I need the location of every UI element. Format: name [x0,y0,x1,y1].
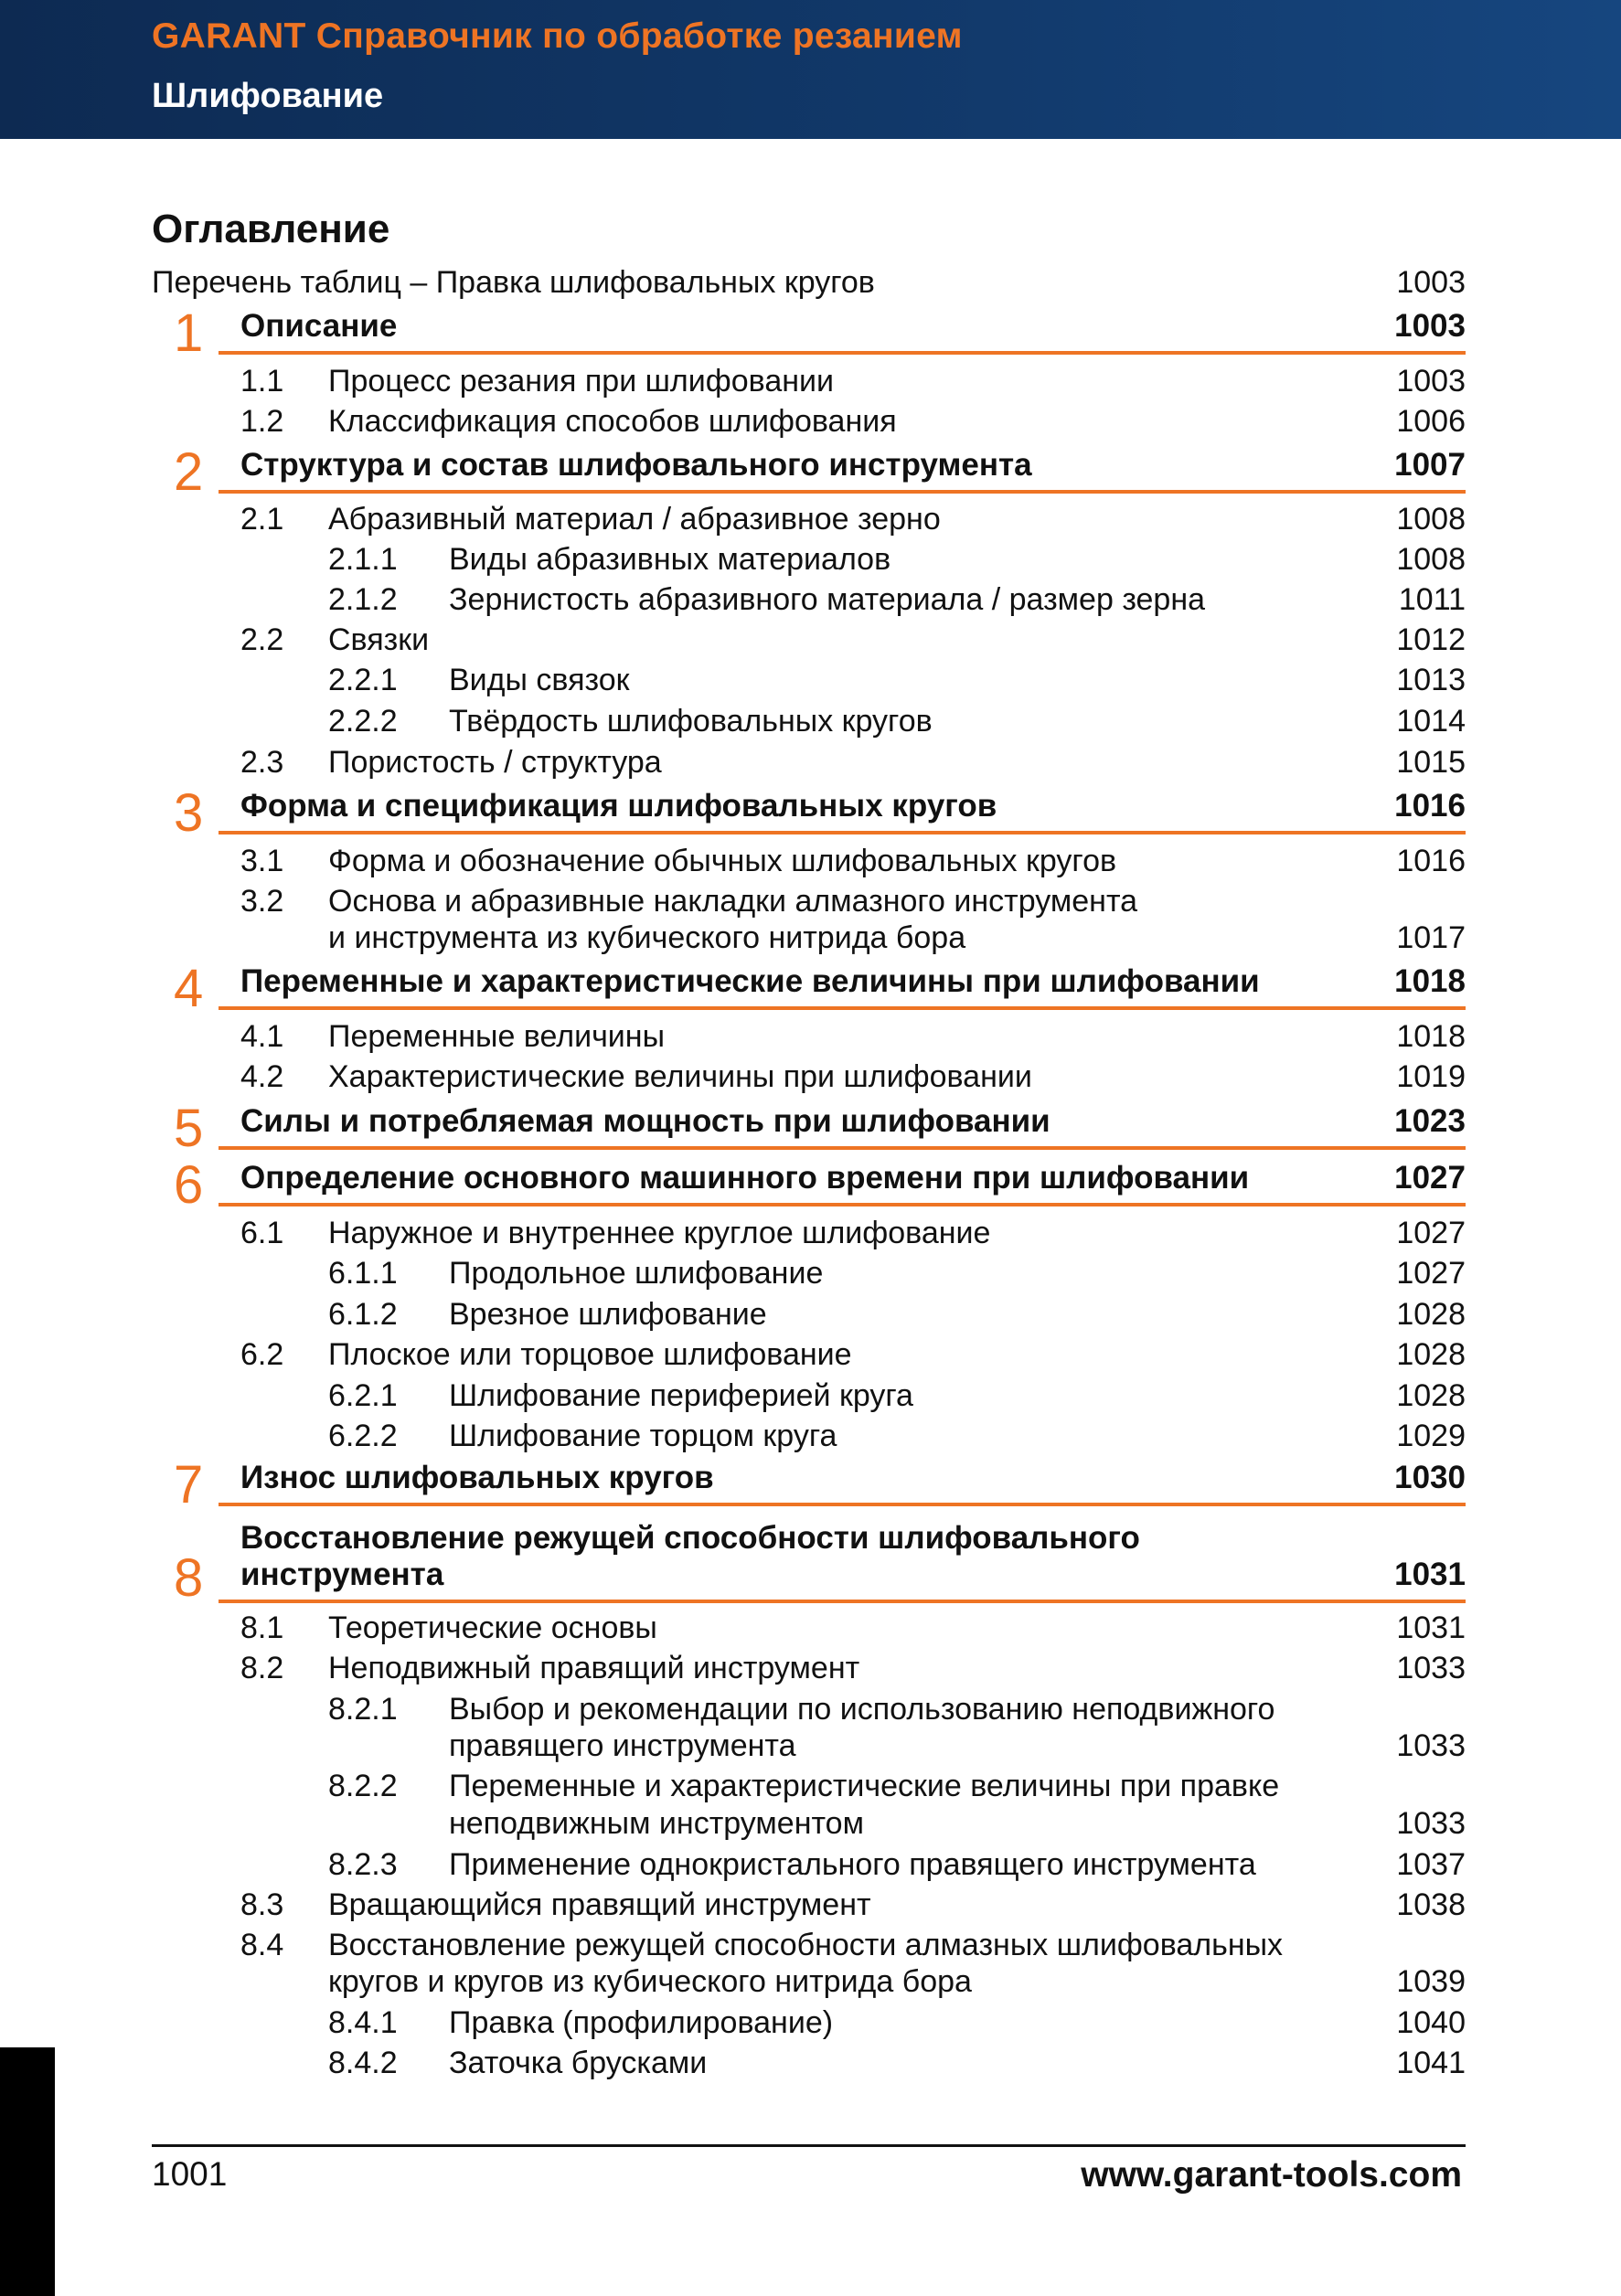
toc-entry-text: Наружное и внутреннее круглое шлифование [328,1216,991,1250]
chapter-page: 1027 [1394,1160,1466,1196]
chapter-divider [219,831,1466,834]
toc-entry[interactable] [240,1885,1466,1925]
toc-entry[interactable] [240,1057,1466,1097]
toc-entry[interactable] [240,620,1466,660]
toc-entry[interactable] [328,1253,1466,1293]
toc-entry-page: 1033 [1396,1806,1466,1841]
toc-entry-text: Восстановление режущей способности алмазных шлифовальных [328,1928,1284,1962]
toc-entry-text: Плоское или торцовое шлифование [328,1337,852,1372]
toc-entry-number: 6.1.2 [328,1297,398,1332]
toc-entry[interactable] [240,1648,1466,1688]
toc-entry-page: 1027 [1396,1256,1466,1291]
toc-entry-continuation[interactable] [328,1726,1466,1766]
toc-entry-text: кругов и кругов из кубического нитрида бора [328,1964,972,1999]
toc-entry-number: 6.1.1 [328,1256,398,1291]
chapter-divider [219,1503,1466,1506]
chapter-heading[interactable] [152,1155,1466,1215]
chapter-divider [219,1146,1466,1150]
toc-entry-text: правящего инструмента [449,1728,796,1763]
toc-entry-page: 1029 [1396,1419,1466,1453]
toc-entry[interactable] [240,361,1466,401]
toc-entry[interactable] [240,1608,1466,1648]
toc-entry-text: Теоретические основы [328,1610,657,1645]
toc-intro-entry[interactable] [152,262,1466,303]
toc-entry-text: Виды связок [449,663,630,697]
toc-entry-number: 6.2 [240,1337,284,1372]
toc-entry-page: 1006 [1396,404,1466,439]
toc-entry-number: 3.2 [240,884,284,919]
website-link[interactable]: www.garant-tools.com [1081,2155,1462,2195]
chapter-number: 1 [174,303,204,363]
toc-entry-text: Классификация способов шлифования [328,404,897,439]
header-bar [0,0,1621,139]
toc-entry[interactable] [328,1416,1466,1456]
chapter-page: 1016 [1394,788,1466,824]
chapter-title: Описание [240,308,398,344]
chapter-page: 1007 [1394,447,1466,483]
toc-entry-text: Связки [328,622,430,657]
chapter-number: 6 [174,1155,204,1215]
toc-entry[interactable] [328,1844,1466,1885]
chapter-page: 1003 [1394,308,1466,344]
toc-entry-text: Основа и абразивные накладки алмазного инструмента [328,884,1138,919]
toc-entry-text: Продольное шлифование [449,1256,824,1291]
toc-entry[interactable] [240,742,1466,782]
toc-entry-text: Правка (профилирование) [449,2005,834,2040]
page-title: Оглавление [152,207,390,251]
toc-entry-number: 8.4.1 [328,2005,398,2040]
toc-entry-number: 8.3 [240,1887,284,1922]
toc-entry-page: 1037 [1396,1847,1466,1882]
toc-entry-page: 1008 [1396,542,1466,577]
toc-entry[interactable] [240,881,1466,921]
toc-entry-text: Процесс резания при шлифовании [328,364,834,399]
toc-entry-number: 6.1 [240,1216,284,1250]
toc-entry-page: 1028 [1396,1378,1466,1413]
toc-entry-page: 1017 [1396,920,1466,955]
chapter-number: 4 [174,959,204,1018]
page-number: 1001 [152,2155,228,2193]
toc-entry-page: 1003 [1396,364,1466,399]
toc-entry-number: 1.1 [240,364,284,399]
chapter-page: 1023 [1394,1103,1466,1139]
toc-entry-number: 8.4 [240,1928,284,1962]
chapter-divider [219,1600,1466,1603]
toc-entry-continuation[interactable] [328,1803,1466,1844]
toc-entry[interactable] [328,2043,1466,2083]
toc-entry-continuation[interactable] [240,918,1466,958]
toc-entry[interactable] [240,401,1466,441]
chapter-heading[interactable] [152,783,1466,843]
toc-entry-page: 1039 [1396,1964,1466,1999]
toc-entry-page: 1028 [1396,1297,1466,1332]
chapter-page: 1031 [1394,1557,1466,1592]
toc-entry-page: 1016 [1396,844,1466,878]
toc-entry[interactable] [328,1294,1466,1334]
toc-entry-page: 1028 [1396,1337,1466,1372]
toc-entry-text: Зернистость абразивного материала / размер зерна [449,582,1206,617]
toc-entry-number: 2.1 [240,502,284,537]
toc-entry-number: 2.3 [240,745,284,780]
toc-entry-number: 8.2.2 [328,1769,398,1803]
toc-entry[interactable] [240,841,1466,881]
toc-entry-text: Шлифование периферией круга [449,1378,913,1413]
chapter-title: Определение основного машинного времени при шлифовании [240,1160,1250,1196]
toc-entry-continuation[interactable] [240,1961,1466,2002]
chapter-heading[interactable] [152,442,1466,502]
chapter-title: Износ шлифовальных кругов [240,1460,714,1495]
toc-entry-text: Форма и обозначение обычных шлифовальных кругов [328,844,1117,878]
chapter-title: Структура и состав шлифовального инструмента [240,447,1032,483]
toc-entry-page: 1040 [1396,2005,1466,2040]
chapter-divider [219,1006,1466,1010]
toc-entry-page: 1013 [1396,663,1466,697]
chapter-number: 5 [174,1099,204,1158]
chapter-divider [219,1203,1466,1206]
toc-entry-page: 1015 [1396,745,1466,780]
toc-entry-number: 8.4.2 [328,2046,398,2080]
toc-entry[interactable] [328,1376,1466,1416]
toc-entry-page: 1033 [1396,1651,1466,1685]
toc-entry[interactable] [240,499,1466,539]
chapter-number: 3 [174,783,204,843]
toc-entry-page: 1008 [1396,502,1466,537]
toc-entry-number: 4.2 [240,1059,284,1094]
chapter-heading[interactable] [152,1519,1466,1607]
toc-entry-page: 1012 [1396,622,1466,657]
chapter-number: 7 [174,1455,204,1515]
toc-entry[interactable] [240,1334,1466,1375]
toc-entry[interactable] [328,660,1466,700]
toc-entry-number: 2.2 [240,622,284,657]
chapter-divider [219,351,1466,355]
toc-entry-page: 1027 [1396,1216,1466,1250]
toc-entry-page: 1031 [1396,1610,1466,1645]
toc-entry-number: 3.1 [240,844,284,878]
footer-divider [152,2144,1466,2147]
toc-entry-number: 6.2.1 [328,1378,398,1413]
toc-entry[interactable] [240,1925,1466,1965]
toc-entry-text: Применение однокристального правящего инструмента [449,1847,1256,1882]
toc-entry-page: 1041 [1396,2046,1466,2080]
toc-intro-page: 1003 [1396,265,1466,300]
toc-entry-page: 1038 [1396,1887,1466,1922]
section-title: Шлифование [152,77,384,115]
toc-entry-text: и инструмента из кубического нитрида бора [328,920,966,955]
toc-entry-number: 1.2 [240,404,284,439]
toc-entry-text: Вращающийся правящий инструмент [328,1887,871,1922]
toc-entry-text: Выбор и рекомендации по использованию неподвижного [449,1692,1275,1727]
page-edge-tab [0,2047,55,2296]
chapter-title: Восстановление режущей способности шлифовального [240,1520,1140,1556]
chapter-page: 1018 [1394,963,1466,999]
toc-entry-number: 2.2.1 [328,663,398,697]
toc-entry-text: Переменные величины [328,1019,666,1054]
chapter-title: Переменные и характеристические величины при шлифовании [240,963,1260,999]
toc-entry-page: 1014 [1396,704,1466,739]
toc-entry[interactable] [328,1766,1466,1806]
toc-entry[interactable] [240,1016,1466,1057]
toc-entry-text: Неподвижный правящий инструмент [328,1651,860,1685]
toc-entry-page: 1018 [1396,1019,1466,1054]
toc-entry[interactable] [328,1689,1466,1729]
toc-entry-number: 2.1.2 [328,582,398,617]
brand-title: GARANT Справочник по обработке резанием [152,16,963,56]
toc-entry-number: 2.1.1 [328,542,398,577]
toc-entry-text: неподвижным инструментом [449,1806,864,1841]
chapter-title-continuation: инструмента [240,1557,444,1592]
toc-entry-text: Заточка брусками [449,2046,708,2080]
toc-entry-text: Пористость / структура [328,745,662,780]
toc-entry-text: Абразивный материал / абразивное зерно [328,502,941,537]
toc-entry-text: Характеристические величины при шлифовании [328,1059,1032,1094]
toc-entry[interactable] [328,2003,1466,2043]
toc-entry-number: 4.1 [240,1019,284,1054]
toc-entry-number: 8.2 [240,1651,284,1685]
toc-entry-text: Виды абразивных материалов [449,542,891,577]
toc-entry-text: Врезное шлифование [449,1297,767,1332]
toc-entry[interactable] [328,701,1466,741]
toc-entry-page: 1011 [1398,582,1466,617]
toc-entry[interactable] [328,539,1466,579]
toc-entry-number: 8.2.3 [328,1847,398,1882]
toc-entry-page: 1033 [1396,1728,1466,1763]
chapter-page: 1030 [1394,1460,1466,1495]
toc-entry[interactable] [328,579,1466,620]
chapter-divider [219,490,1466,494]
chapter-number: 8 [174,1548,204,1608]
chapter-heading[interactable] [152,1099,1466,1158]
toc-entry-text: Переменные и характеристические величины при правке [449,1769,1280,1803]
toc-entry-number: 8.2.1 [328,1692,398,1727]
chapter-heading[interactable] [152,959,1466,1018]
toc-entry-text: Шлифование торцом круга [449,1419,837,1453]
toc-entry-number: 6.2.2 [328,1419,398,1453]
toc-entry-number: 2.2.2 [328,704,398,739]
toc-entry-number: 8.1 [240,1610,284,1645]
toc-intro-text: Перечень таблиц – Правка шлифовальных кругов [152,265,875,300]
toc-entry[interactable] [240,1213,1466,1253]
chapter-number: 2 [174,442,204,502]
chapter-heading[interactable] [152,1455,1466,1515]
toc-entry-page: 1019 [1396,1059,1466,1094]
chapter-title: Форма и спецификация шлифовальных кругов [240,788,997,824]
chapter-heading[interactable] [152,303,1466,363]
chapter-title: Силы и потребляемая мощность при шлифовании [240,1103,1050,1139]
toc-entry-text: Твёрдость шлифовальных кругов [449,704,933,739]
